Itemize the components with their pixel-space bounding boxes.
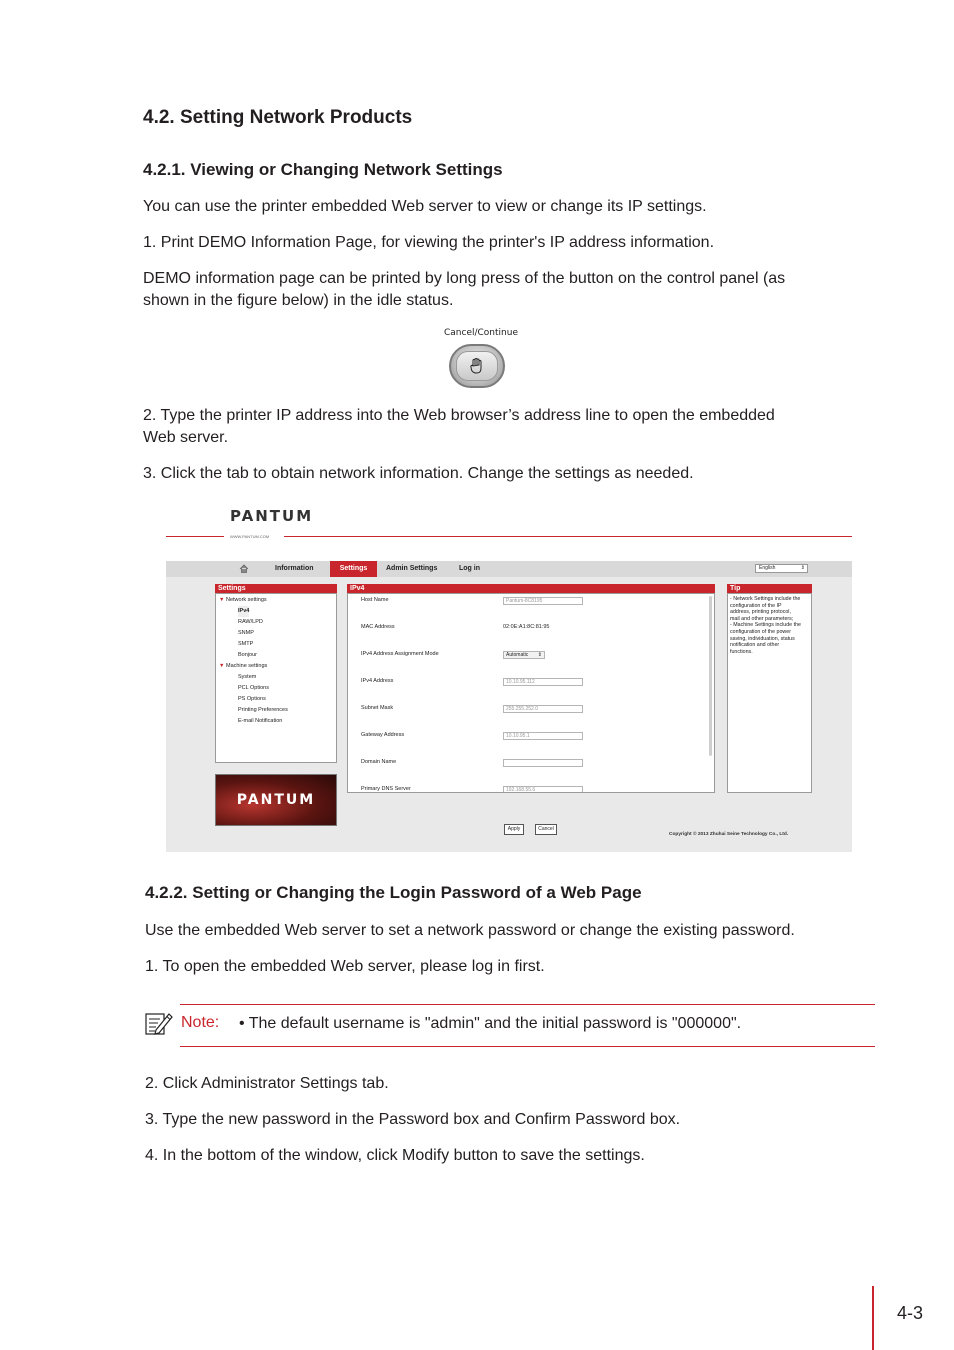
triangle-down-icon: ▼ (219, 663, 225, 669)
sidebar-group-label: Machine settings (225, 663, 268, 669)
primary-dns-input[interactable]: 192.168.55.6 (503, 786, 583, 793)
paragraph: 2. Type the printer IP address into the Web browser’s address line to open the embedded (143, 407, 775, 424)
page-number-rule (872, 1286, 874, 1350)
ipv4-form (347, 593, 715, 793)
sidebar-item-pcl-options[interactable]: PCL Options (238, 685, 269, 691)
button-caption: Cancel/Continue (444, 328, 518, 338)
paragraph: 1. Print DEMO Information Page, for viewing the printer's IP address information. (143, 234, 715, 251)
language-select[interactable] (755, 564, 808, 573)
note-text: • The default username is "admin" and the initial password is "000000". (239, 1015, 742, 1032)
chevron-down-icon: ⇕ (800, 565, 805, 571)
pantum-banner (215, 774, 337, 826)
field-label: Host Name (361, 597, 389, 603)
field-label: Primary DNS Server (361, 786, 411, 792)
sidebar-group-label: Network settings (225, 597, 267, 603)
sidebar-item-bonjour[interactable]: Bonjour (238, 652, 257, 658)
copyright: Copyright © 2013 Zhuhai Seine Technology Co., Ltd. (669, 832, 789, 837)
sidebar-item-email-notification[interactable]: E-mail Notification (238, 718, 283, 724)
paragraph: DEMO information page can be printed by long press of the button on the control panel (as (143, 270, 786, 287)
note-label: Note: (181, 1014, 220, 1031)
tip-line: configuration of the IP (730, 602, 782, 609)
cancel-continue-button-figure (449, 344, 505, 388)
paragraph: Web server. (143, 429, 229, 446)
domain-name-input[interactable] (503, 759, 583, 767)
tip-line: mail and other parameters; (730, 615, 794, 622)
tip-body (727, 593, 812, 793)
gateway-address-input[interactable]: 10.10.95.1 (503, 732, 583, 740)
ipv4-panel (347, 584, 715, 793)
paragraph: 4. In the bottom of the window, click Modify button to save the settings. (145, 1147, 645, 1164)
home-icon[interactable] (239, 564, 249, 573)
sidebar-item-raw-lpd[interactable]: RAW/LPD (238, 619, 263, 625)
sidebar-header: Settings (215, 584, 337, 593)
field-label: MAC Address (361, 624, 395, 630)
paragraph: shown in the figure below) in the idle status. (143, 292, 454, 309)
assignment-mode-select[interactable] (503, 651, 545, 659)
triangle-down-icon: ▼ (219, 597, 225, 603)
paragraph: 3. Click the tab to obtain network information. Change the settings as needed. (143, 465, 694, 482)
subnet-mask-input[interactable]: 255.255.252.0 (503, 705, 583, 713)
scrollbar[interactable] (709, 596, 712, 756)
sidebar-item-ps-options[interactable]: PS Options (238, 696, 266, 702)
tab-information[interactable]: Information (275, 565, 314, 572)
tip-panel (727, 584, 812, 793)
hand-icon (456, 351, 498, 381)
sidebar-panel (215, 593, 337, 763)
assignment-mode-value: Automatic (506, 652, 529, 658)
field-label: Gateway Address (361, 732, 405, 738)
chevron-down-icon: ⇕ (537, 652, 542, 658)
subsection-title-2: 4.2.2. Setting or Changing the Login Password of a Web Page (145, 883, 642, 902)
sidebar-item-snmp[interactable]: SNMP (238, 630, 254, 636)
sidebar-item-system[interactable]: System (238, 674, 257, 680)
note-top-rule (180, 1004, 875, 1005)
field-label: IPv4 Address (361, 678, 394, 684)
host-name-input[interactable]: Pantum-8C8195 (503, 597, 583, 605)
web-server-screenshot (166, 505, 852, 852)
mac-address-value: 02:0E:A1:8C:81:95 (503, 624, 550, 630)
section-title: 4.2. Setting Network Products (143, 107, 413, 128)
settings-sidebar (215, 584, 337, 763)
tab-log-in[interactable]: Log in (459, 565, 480, 572)
paragraph: 3. Type the new password in the Password box and Confirm Password box. (145, 1111, 681, 1128)
tip-line: configuration of the power (730, 628, 791, 635)
nav-bar (166, 561, 852, 577)
field-label: Subnet Mask (361, 705, 394, 711)
apply-button[interactable]: Apply (504, 824, 524, 835)
ipv4-address-input[interactable]: 10.10.95.112 (503, 678, 583, 686)
tip-line: functions. (730, 648, 753, 655)
note-bottom-rule (180, 1046, 875, 1047)
tab-admin-settings[interactable]: Admin Settings (386, 565, 438, 572)
tip-line: notification and other (730, 642, 780, 649)
note-icon (144, 1010, 174, 1036)
tip-line: address, printing protocol, (730, 609, 791, 616)
page-number: 4-3 (897, 1303, 924, 1323)
tip-line: saving, individuation, status (730, 635, 795, 642)
subsection-title-1: 4.2.1. Viewing or Changing Network Settings (143, 160, 503, 179)
paragraph: 2. Click Administrator Settings tab. (145, 1075, 389, 1092)
sidebar-item-smtp[interactable]: SMTP (238, 641, 254, 647)
header-rule (166, 536, 224, 537)
paragraph: You can use the printer embedded Web server to view or change its IP settings. (143, 198, 707, 215)
field-label: Domain Name (361, 759, 397, 765)
logo-url: WWW.PANTUM.COM (230, 534, 270, 539)
tab-settings[interactable]: Settings (330, 561, 377, 577)
header-rule (284, 536, 852, 537)
tip-line: - Machine Settings include the (730, 622, 801, 629)
tip-line: - Network Settings include the (730, 596, 801, 602)
sidebar-item-printing-preferences[interactable]: Printing Preferences (238, 707, 288, 713)
tip-header: Tip (727, 584, 812, 593)
cancel-button[interactable]: Cancel (535, 824, 557, 835)
paragraph: 1. To open the embedded Web server, please log in first. (145, 958, 545, 975)
language-value: English (759, 565, 776, 571)
sidebar-group-machine[interactable] (219, 661, 267, 672)
sidebar-group-network[interactable] (219, 595, 267, 606)
paragraph: Use the embedded Web server to set a network password or change the existing password. (145, 922, 795, 939)
field-label: IPv4 Address Assignment Mode (361, 651, 439, 657)
pantum-logo: PANTUM (230, 507, 314, 525)
ipv4-header: IPv4 (347, 584, 715, 593)
banner-text: PANTUM (236, 792, 316, 808)
sidebar-item-ipv4[interactable]: IPv4 (238, 606, 249, 617)
